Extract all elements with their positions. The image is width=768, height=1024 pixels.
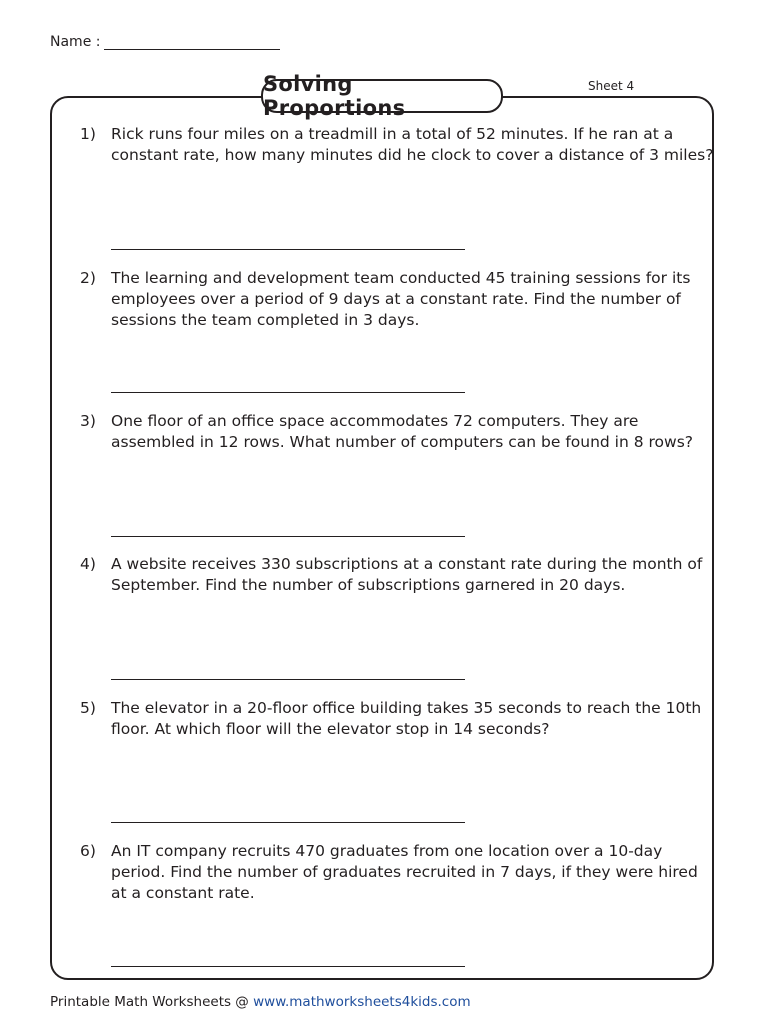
- footer-label: Printable Math Worksheets @: [50, 994, 249, 1010]
- name-blank-line: [104, 33, 280, 50]
- sheet-number: Sheet 4: [588, 79, 635, 93]
- problem-number: 4): [80, 555, 96, 573]
- footer: [50, 994, 471, 1010]
- problem-number: 1): [80, 125, 96, 143]
- answer-line-6: [111, 966, 465, 967]
- problem-number: 5): [80, 699, 96, 717]
- problem-text: One floor of an office space accommodates 72 computers. They are assembled in 12 rows. What number of computers can be found in 8 rows?: [111, 412, 694, 451]
- problem-6: [80, 841, 716, 904]
- problem-1: [80, 124, 716, 166]
- answer-line-3: [111, 536, 465, 537]
- problem-number: 3): [80, 412, 96, 430]
- problem-2: [80, 268, 716, 331]
- problem-4: [80, 554, 716, 596]
- problem-number: 6): [80, 842, 96, 860]
- problem-text: The elevator in a 20-floor office building takes 35 seconds to reach the 10th floor. At which floor will the elevator stop in 14 seconds?: [111, 699, 702, 738]
- problem-5: [80, 698, 716, 740]
- answer-line-4: [111, 679, 465, 680]
- problem-text: An IT company recruits 470 graduates from one location over a 10-day period. Find the number of graduates recruited in 7 days, if they were hired at a constant rate.: [111, 842, 698, 902]
- answer-line-5: [111, 822, 465, 823]
- answer-line-2: [111, 392, 465, 393]
- answer-line-1: [111, 249, 465, 250]
- worksheet-title: Solving Proportions: [261, 79, 503, 113]
- problem-text: Rick runs four miles on a treadmill in a total of 52 minutes. If he ran at a constant rate, how many minutes did he clock to cover a distance of 3 miles?: [111, 125, 714, 164]
- footer-link[interactable]: www.mathworksheets4kids.com: [253, 994, 471, 1010]
- problem-number: 2): [80, 269, 96, 287]
- problem-3: [80, 411, 716, 453]
- name-label: Name :: [50, 34, 101, 50]
- name-field: [50, 33, 280, 50]
- problem-text: The learning and development team conducted 45 training sessions for its employees over a period of 9 days at a constant rate. Find the number of sessions the team completed in 3 days.: [111, 269, 691, 329]
- problem-text: A website receives 330 subscriptions at a constant rate during the month of September. Find the number of subscriptions garnered in 20 days.: [111, 555, 703, 594]
